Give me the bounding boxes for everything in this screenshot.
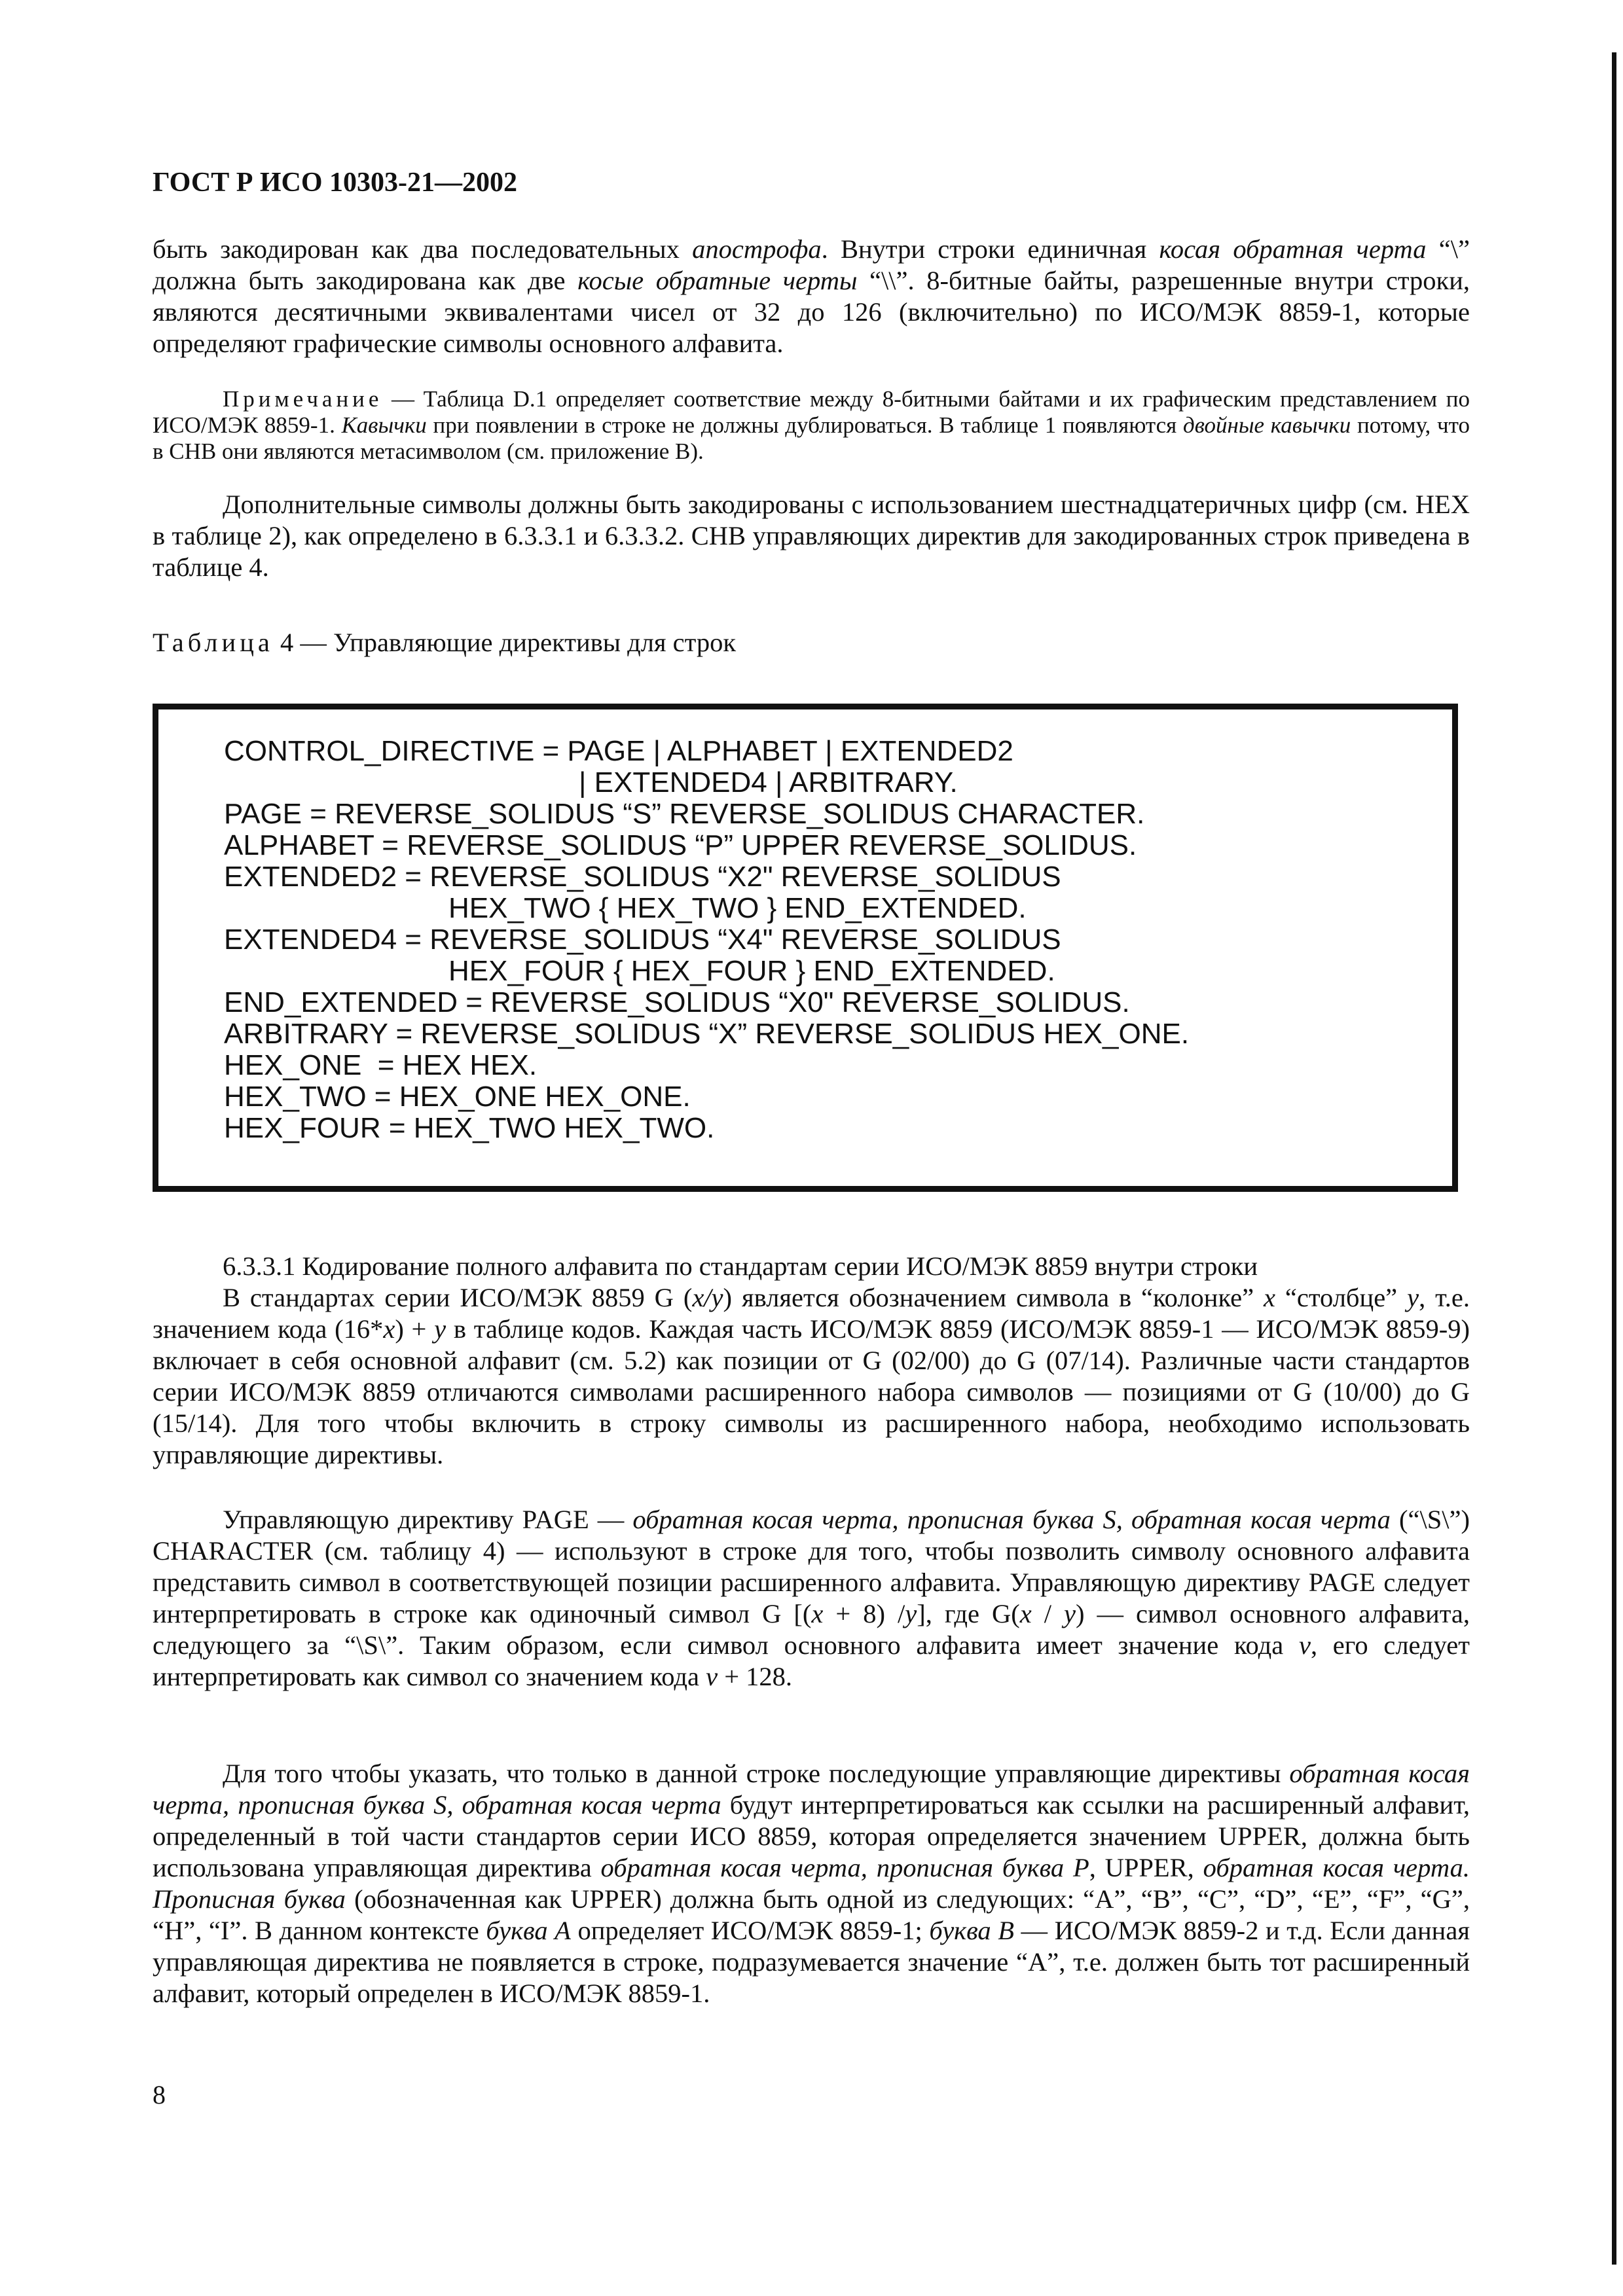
table-caption-label: Таблица [153,628,274,657]
text-segment: — Таблица D.1 определяет соответствие между 8-битными байтами и их графическим представлением по ИСО/МЭК 8859-1. [153,386,1470,438]
page-edge-rule [1612,52,1616,2265]
text-segment: в таблице кодов. Каждая часть ИСО/МЭК 8859 (ИСО/МЭК 8859-1 — ИСО/МЭК 8859-9) включает в себя основной алфавит (см. 5.2) как позиции от G (02/00) до G (07/14). Различные части стандартов серии ИСО/МЭК 8859 отличаются символами расширенного набора символов — позициями от G (10/00) до G (15/14). Для того чтобы включить в строку символы из расширенного набора, необходимо использовать управляющие директивы. [153,1314,1470,1469]
text-segment: . Внутри строки единичная [821,234,1159,264]
table-caption-text: 4 — Управляющие директивы для строк [273,628,737,657]
text-segment: “\” должна быть закодирована как две [153,234,1470,295]
section-heading: 6.3.3.1 Кодирование полного алфавита по стандартам серии ИСО/МЭК 8859 внутри строки [223,1251,1258,1281]
table-line: CONTROL_DIRECTIVE = PAGE | ALPHABET | EXTENDED2 [224,735,1013,767]
text-segment: x [1019,1599,1032,1628]
text-segment: x/y [692,1283,723,1312]
table-line: HEX_FOUR { HEX_FOUR } END_EXTENDED. [448,955,1055,987]
text-segment: буква A [486,1916,571,1945]
text-segment: , UPPER, [1089,1853,1203,1882]
table-line: HEX_ONE = HEX HEX. [224,1049,538,1081]
text-segment: x [1263,1283,1275,1312]
table-line: HEX_FOUR = HEX_TWO HEX_TWO. [224,1112,715,1144]
text-segment: y [1407,1283,1419,1312]
text-segment: + 8) / [823,1599,905,1628]
text-segment: Дополнительные символы должны быть закодированы с использованием шестнадцатеричных цифр (см. HEX в таблице 2), как определено в 6.3.3.1 и 6.3.3.2. СНВ управляющих директив для закодированных строк приведена в таблице 4. [153,490,1470,582]
text-segment: ], где G( [917,1599,1020,1628]
table-line: END_EXTENDED = REVERSE_SOLIDUS “X0" REVERSE_SOLIDUS. [224,986,1130,1018]
paragraph [153,234,1470,359]
paragraph [153,489,1470,583]
text-segment: косые обратные черты [577,266,858,295]
table-line: | EXTENDED4 | ARBITRARY. [579,766,958,798]
table-line: HEX_TWO = HEX_ONE HEX_ONE. [224,1081,691,1113]
text-segment: v [1298,1630,1311,1660]
text-segment: ) — символ основного алфавита, следующего за “\S\”. Таким образом, если символ основного алфавита имеет значение кода [153,1599,1470,1660]
text-segment: Управляющую директиву PAGE — [223,1505,633,1534]
text-segment: y [1064,1599,1076,1628]
text-segment: потому, что в СНВ они являются метасимволом (см. приложение В). [153,412,1470,464]
text-segment: обратная косая черта. Прописная буква [153,1853,1470,1914]
table-line: EXTENDED2 = REVERSE_SOLIDUS “X2" REVERSE_SOLIDUS [224,861,1061,893]
document-header: ГОСТ Р ИСО 10303-21—2002 [153,168,518,198]
text-segment: при появлении в строке не должны дублироваться. В таблице 1 появляются [426,412,1184,438]
text-segment: x [811,1599,824,1628]
paragraph [153,1758,1470,2009]
syntax-table [153,704,1458,1192]
text-segment: (обозначенная как UPPER) должна быть одной из следующих: “A”, “B”, “C”, “D”, “E”, “F”, “G”, “H”, “I”. В данном контексте [153,1884,1470,1945]
text-segment: “\\”. 8-битные байты, разрешенные внутри строки, являются десятичными эквивалентами чисел от 32 до 126 (включительно) по ИСО/МЭК 8859-1, которые определяют графические символы основного алфавита. [153,266,1470,358]
table-caption [153,627,736,658]
text-segment: (“\S\”) CHARACTER (см. таблицу 4) — используют в строке для того, чтобы позволить символу основного алфавита представить символ в соответствующей позиции расширенного алфавита. Управляющую директиву PAGE следует интерпретировать в строке как одиночный символ G [( [153,1505,1470,1628]
text-segment: — ИСО/МЭК 8859-2 и т.д. Если данная управляющая директива не появляется в строке, подразумевается значение “A”, т.е. должен быть тот расширенный алфавит, который определен в ИСО/МЭК 8859-1. [153,1916,1470,2008]
text-segment: y [434,1314,447,1344]
text-segment: / [1031,1599,1065,1628]
note [153,386,1470,465]
text-segment: косая обратная черта [1159,234,1427,264]
text-segment: апострофа [692,234,822,264]
text-segment: v [706,1662,718,1691]
text-segment: ) является обозначением символа в “колонке” [723,1283,1264,1312]
table-line: ARBITRARY = REVERSE_SOLIDUS “X” REVERSE_SOLIDUS HEX_ONE. [224,1018,1190,1050]
text-segment: , его следует интерпретировать как символ со значением кода [153,1630,1470,1691]
text-segment: Кавычки [341,412,427,438]
text-segment: буква B [929,1916,1014,1945]
paragraph [153,1504,1470,1693]
text-segment: определяет ИСО/МЭК 8859-1; [570,1916,930,1945]
table-line: ALPHABET = REVERSE_SOLIDUS “P” UPPER REVERSE_SOLIDUS. [224,829,1137,861]
text-segment: “столбце” [1275,1283,1408,1312]
text-segment: + 128. [718,1662,793,1691]
text-segment: , т.е. значением кода (16* [153,1283,1470,1344]
text-segment: y [905,1599,917,1628]
text-segment: обратная косая черта, прописная буква P [600,1853,1089,1882]
text-segment: обратная косая черта, прописная буква S, обратная косая черта [632,1505,1391,1534]
text-segment: обратная косая черта, прописная буква S, обратная косая черта [153,1759,1470,1820]
text-segment: Примечание [223,386,383,412]
paragraph [153,1282,1470,1471]
text-segment: быть закодирован как два последовательных [153,234,693,264]
text-segment: x [383,1314,395,1344]
table-line: EXTENDED4 = REVERSE_SOLIDUS “X4" REVERSE_SOLIDUS [224,924,1061,956]
page-number: 8 [153,2080,166,2109]
text-segment: будут интерпретироваться как ссылки на расширенный алфавит, определенный в той части стандартов серии ИСО 8859, которая определяется значением UPPER, должна быть использована управляющая директива [153,1790,1470,1882]
text-segment: Для того чтобы указать, что только в данной строке последующие управляющие директивы [223,1759,1290,1788]
table-line: PAGE = REVERSE_SOLIDUS “S” REVERSE_SOLIDUS CHARACTER. [224,798,1145,830]
table-line: HEX_TWO { HEX_TWO } END_EXTENDED. [448,892,1027,924]
text-segment: ) + [395,1314,435,1344]
text-segment: двойные кавычки [1183,412,1351,438]
text-segment: В стандартах серии ИСО/МЭК 8859 G ( [223,1283,693,1312]
